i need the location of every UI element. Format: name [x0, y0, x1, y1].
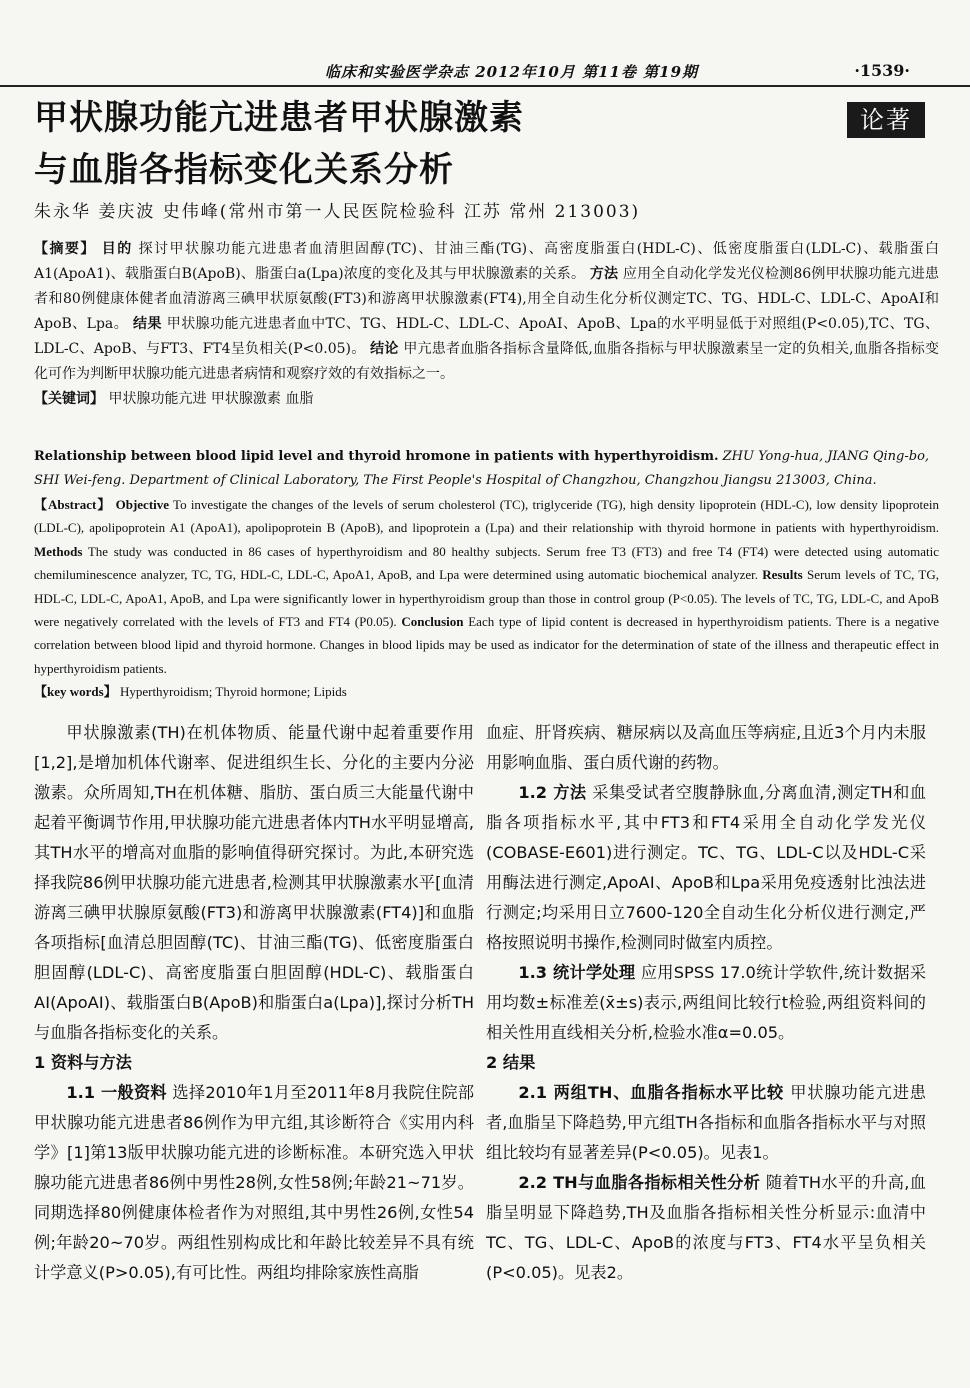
section-2-1-paragraph — [486, 1078, 926, 1168]
continued-paragraph: 血症、肝肾疾病、糖尿病以及高血压等病症,且近3个月内未服用影响血脂、蛋白质代谢的药物。 — [486, 723, 926, 772]
section-1-1-text: 选择2010年1月至2011年8月我院住院部甲状腺功能亢进患者86例作为甲亢组,其诊断符合《实用内科学》[1]第13版甲状腺功能亢进的诊断标准。本研究选入甲状腺功能亢进患者86例中男性28例,女性58例;年龄21~71岁。同期选择80例健康体检者作为对照组,其中男性26例,女性54例;年龄20~70岁。两组性别构成比和年龄比较差异不具有统计学意义(P>0.05),有可比性。两组均排除家族性高脂 — [34, 1083, 475, 1282]
section-1-heading: 1 资料与方法 — [34, 1053, 132, 1072]
en-objective-label: Objective — [115, 497, 170, 512]
keywords-text: 甲状腺功能亢进 甲状腺激素 血脂 — [108, 391, 314, 407]
abstract-label: 【摘要】 — [34, 241, 96, 257]
english-title-block — [34, 445, 939, 493]
section-2-2-text: 随着TH水平的升高,血脂呈明显下降趋势,TH及血脂各指标相关性分析显示:血清中TC、TG、LDL-C、ApoB的浓度与FT3、FT4水平呈负相关(P<0.05)。见表2。 — [486, 1173, 926, 1282]
en-abstract-label: 【Abstract】 — [34, 497, 112, 512]
en-conclusion-label: Conclusion — [401, 614, 464, 630]
section-1-1-heading: 1.1 一般资料 — [66, 1083, 167, 1102]
en-methods-label: Methods — [34, 543, 83, 559]
en-results-text: Serum levels of TC, TG, HDL-C, LDL-C, ApoA1, ApoB, and Lpa were significantly lower in hyperthyroidism group than those in control group (P<0.05). The levels of TC, TG, LDL-C, and ApoB were negatively correlated with the levels of FT3 and FT4 (P0.05). — [34, 567, 940, 630]
title-line-2: 与血脂各指标变化关系分析 — [34, 150, 454, 190]
results-text: 甲状腺功能亢进患者血中TC、TG、HDL-C、LDL-C、ApoAⅠ、ApoB、Lpa的水平明显低于对照组(P<0.05),TC、TG、LDL-C、ApoB、与FT3、FT4呈负相关(P<0.05)。 — [34, 316, 940, 357]
en-keywords-label: 【key words】 — [34, 684, 117, 700]
en-results-label: Results — [762, 567, 803, 583]
conclusion-text: 甲亢患者血脂各指标含量降低,血脂各指标与甲状腺激素呈一定的负相关,血脂各指标变化可作为判断甲状腺功能亢进患者病情和观察疗效的有效指标之一。 — [34, 341, 940, 382]
section-1-2-paragraph — [486, 778, 926, 958]
en-conclusion-text: Each type of lipid content is decreased in hyperthyroidism patients. There is a negative correlation between blood lipid and thyroid hormone. Changes in blood lipids may be used as indicator for the determination of state of the illness and therapeutic effect in hyperthyroidism patients. — [34, 614, 940, 676]
intro-paragraph: 甲状腺激素(TH)在机体物质、能量代谢中起着重要作用[1,2],是增加机体代谢率、促进组织生长、分化的主要内分泌激素。众所周知,TH在机体糖、脂肪、蛋白质三大能量代谢中起着平衡调节作用,甲状腺功能亢进患者体内TH水平明显增高,其TH水平的增高对血脂的影响值得研究探讨。为此,本研究选择我院86例甲状腺功能亢进患者,检测其甲状腺激素水平[血清游离三碘甲状腺原氨酸(FT3)和游离甲状腺激素(FT4)]和血脂各项指标[血清总胆固醇(TC)、甘油三酯(TG)、低密度脂蛋白胆固醇(LDL-C)、高密度脂蛋白胆固醇(HDL-C)、载脂蛋白AⅠ(ApoAⅠ)、载脂蛋白B(ApoB)和脂蛋白a(Lpa)],探讨分析TH与血脂各指标变化的关系。 — [34, 723, 474, 1042]
english-affiliation: Department of Clinical Laboratory, The First People's Hospital of Changzhou, Changzhou Jiangsu 213003, China. — [129, 473, 877, 488]
objective-label: 目的 — [101, 241, 133, 257]
english-title: Relationship between blood lipid level and thyroid hromone in patients with hyperthyroidism. — [34, 449, 719, 464]
body-column-left — [34, 718, 474, 1288]
conclusion-label: 结论 — [370, 341, 399, 357]
section-1-3-heading: 1.3 统计学处理 — [518, 963, 636, 982]
section-1-3-text: 应用SPSS 17.0统计学软件,统计数据采用均数±标准差(x̄±s)表示,两组间比较行t检验,两组资料间的相关性用直线相关分析,检验水准α=0.05。 — [486, 963, 927, 1042]
title-line-1: 甲状腺功能亢进患者甲状腺激素 — [34, 98, 524, 138]
running-header — [0, 55, 970, 87]
section-1-2-text: 采集受试者空腹静脉血,分离血清,测定TH和血脂各项指标水平,其中FT3和FT4采用全自动化学发光仪(COBASE-E601)进行测定。TC、TG、LDL-C以及HDL-C采用酶法进行测定,ApoAⅠ、ApoB和Lpa采用免疫透射比浊法进行测定;均采用日立7600-120全自动生化分析仪进行测定,严格按照说明书操作,检测同时做室内质控。 — [486, 783, 927, 952]
section-1-1-paragraph — [34, 1078, 474, 1288]
authors-affiliation: 朱永华 姜庆波 史伟峰(常州市第一人民医院检验科 江苏 常州 213003) — [34, 202, 641, 222]
article-title — [34, 92, 814, 196]
en-methods-text: The study was conducted in 86 cases of hyperthyroidism and 80 healthy subjects. Serum free T3 (FT3) and free T4 (FT4) were detected using automatic chemiluminescence analyzer, TC, TG, HDL-C, LDL-C, ApoA1, ApoB, and Lpa were determined using automatic biochemical analyzer. — [34, 543, 939, 583]
section-2-heading: 2 结果 — [486, 1053, 536, 1072]
en-keywords-text: Hyperthyroidism; Thyroid hormone; Lipids — [119, 684, 347, 700]
section-2-2-heading: 2.2 TH与血脂各指标相关性分析 — [518, 1173, 761, 1192]
section-2-1-heading: 2.1 两组TH、血脂各指标水平比较 — [518, 1083, 785, 1102]
article-type-badge: 论著 — [847, 102, 925, 138]
body-column-right — [486, 718, 926, 1288]
methods-label: 方法 — [589, 266, 619, 282]
section-1-2-heading: 1.2 方法 — [518, 783, 587, 802]
results-label: 结果 — [133, 316, 162, 332]
methods-text: 应用全自动化学发光仪检测86例甲状腺功能亢进患者和80例健康体健者血清游离三碘甲状原氨酸(FT3)和游离甲状腺激素(FT4),用全自动生化分析仪测定TC、TG、HDL-C、LDL-C、ApoAⅠ和ApoB、Lpa。 — [34, 266, 939, 332]
section-1-3-paragraph — [486, 958, 926, 1048]
english-abstract — [34, 493, 939, 704]
keywords-label: 【关键词】 — [34, 391, 104, 407]
en-objective-text: To investigate the changes of the levels of serum cholesterol (TC), triglyceride (TG), high density lipoprotein (HDL-C), low density lipoprotein (LDL-C), apolipoprotein A1 (ApoA1), apolipoprotein B (ApoB), and lipoprotein a (Lpa) and their relationship with thyroid hormone in patients with hyperthyroidism. — [34, 497, 939, 536]
journal-info: 临床和实验医学杂志 2012年10月 第11卷 第19期 — [325, 63, 699, 81]
section-2-1-text: 甲状腺功能亢进患者,血脂呈下降趋势,甲亢组TH各指标和血脂各指标水平与对照组比较均有显著差异(P<0.05)。见表1。 — [486, 1083, 926, 1162]
objective-text: 探讨甲状腺功能亢进患者血清胆固醇(TC)、甘油三酯(TG)、高密度脂蛋白(HDL-C)、低密度脂蛋白(LDL-C)、载脂蛋白A1(ApoA1)、载脂蛋白B(ApoB)、脂蛋白a(Lpa)浓度的变化及其与甲状腺激素的关系。 — [34, 241, 940, 282]
chinese-abstract — [34, 237, 939, 412]
english-authors: ZHU Yong-hua, JIANG Qing-bo, SHI Wei-feng. — [34, 449, 930, 488]
section-2-2-paragraph — [486, 1168, 926, 1288]
page-number: ·1539· — [854, 61, 910, 80]
